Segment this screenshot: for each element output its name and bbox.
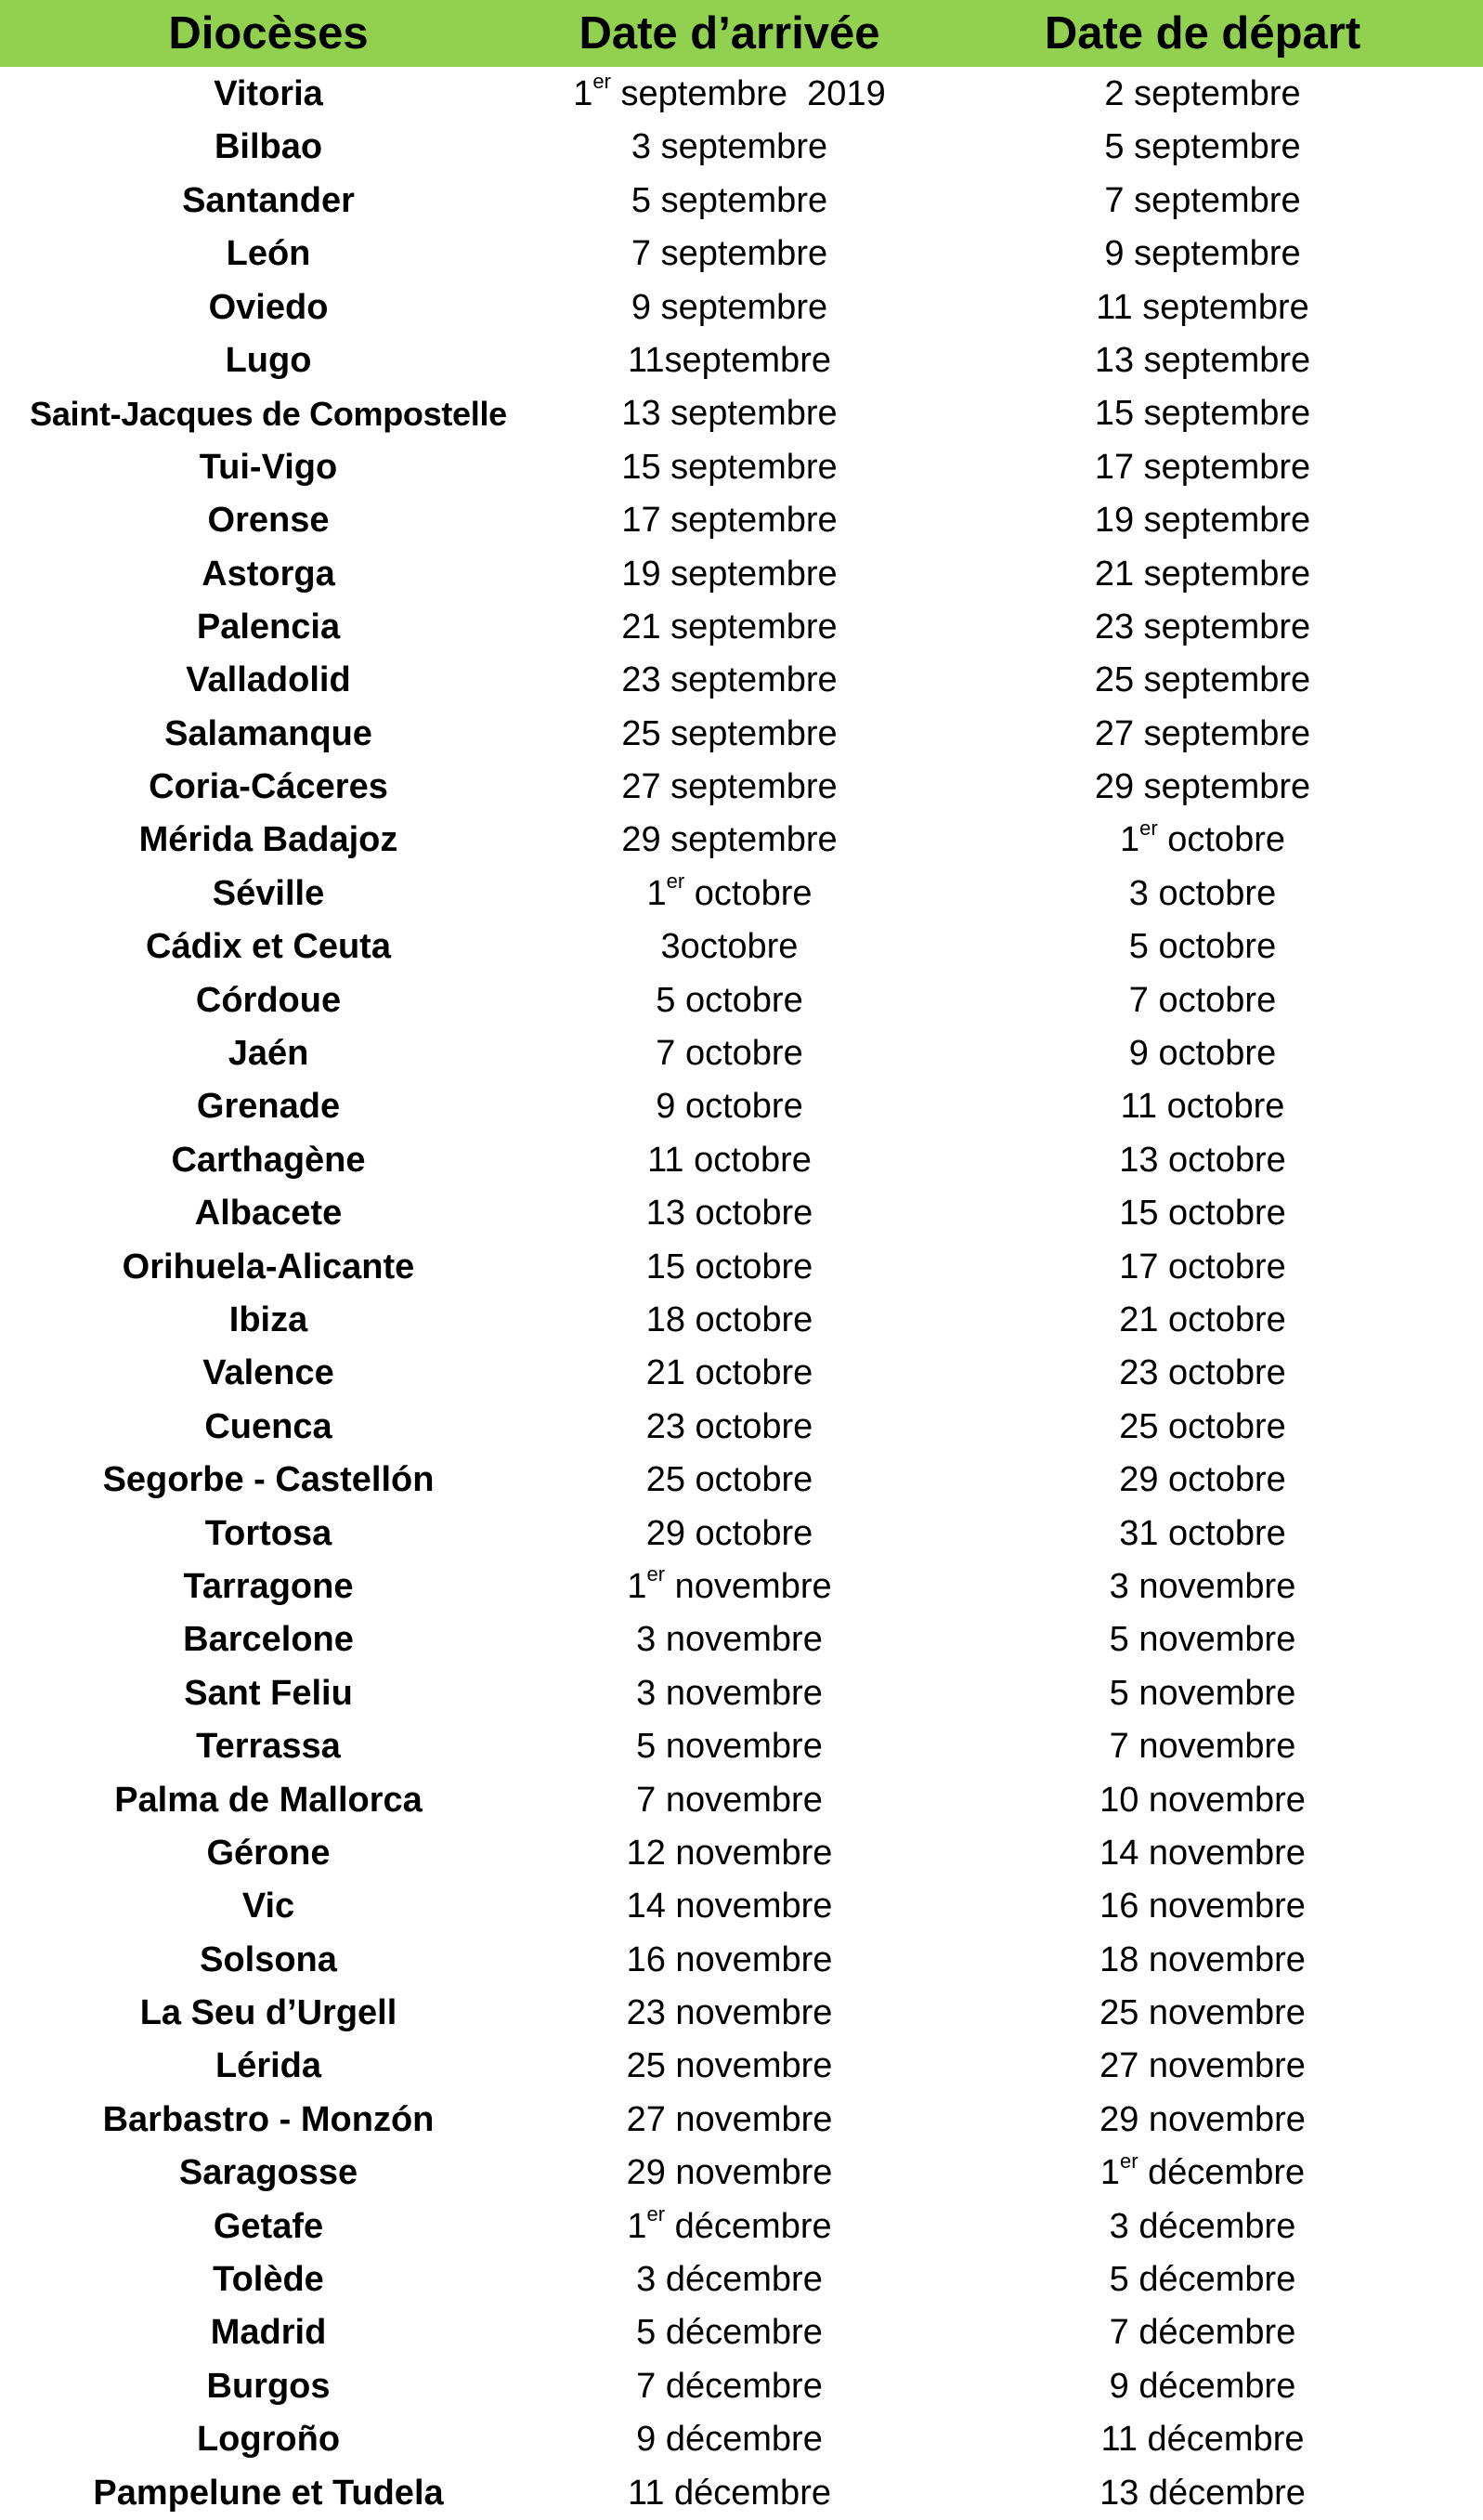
table-row [0,2413,1483,2466]
table-row [0,868,1483,921]
arrival-date-cell: 3 décembre [636,2260,823,2300]
table-row [0,1347,1483,1400]
departure-date-cell: 23 septembre [1094,607,1311,646]
diocese-cell: Cádix et Ceuta [146,927,391,967]
diocese-cell: Segorbe - Castellón [102,1460,435,1500]
diocese-cell: Albacete [194,1194,343,1234]
departure-date-cell: 5 novembre [1109,1673,1296,1713]
diocese-cell: Oviedo [208,287,329,327]
arrival-date-cell: 23 octobre [645,1406,813,1446]
diocese-cell: Vic [241,1887,295,1926]
table-row [0,2306,1483,2359]
header-departure-date: Date de départ [1044,8,1361,59]
diocese-cell: Sant Feliu [184,1673,353,1713]
diocese-cell: Orihuela-Alicante [122,1247,415,1286]
departure-date-cell: 7 septembre [1104,180,1301,220]
diocese-cell: Saint-Jacques de Compostelle [30,395,507,434]
arrival-date-cell: 19 septembre [621,554,838,594]
table-row [0,1294,1483,1347]
departure-date-cell: 9 décembre [1109,2366,1296,2406]
departure-date-cell: 31 octobre [1119,1513,1286,1553]
arrival-date-cell: 27 novembre [626,2099,833,2139]
table-row [0,1134,1483,1187]
diocese-cell: Orense [207,501,330,541]
table-row [0,601,1483,654]
diocese-cell: Tui-Vigo [199,447,338,487]
diocese-cell: Carthagène [171,1140,366,1180]
table-row [0,1720,1483,1773]
diocese-cell: Astorga [202,554,335,594]
diocese-cell: León [226,234,311,274]
table-row [0,2147,1483,2200]
table-row [0,708,1483,761]
departure-date-cell: 17 octobre [1119,1247,1286,1286]
table-row [0,548,1483,601]
table-row [0,2253,1483,2306]
table-row [0,2040,1483,2093]
departure-date-cell: 21 octobre [1119,1299,1286,1339]
table-row [0,2467,1483,2520]
diocese-cell: Terrassa [196,1727,341,1767]
table-row [0,1241,1483,1294]
diocese-cell: Palma de Mallorca [114,1780,423,1820]
arrival-date-cell: 1er octobre [646,869,813,913]
table-row [0,494,1483,547]
departure-date-cell: 19 septembre [1094,501,1311,541]
diocese-cell: Córdoue [195,980,342,1020]
table-row [0,1934,1483,1987]
diocese-cell: Barcelone [183,1620,354,1660]
table-row [0,1187,1483,1240]
departure-date-cell: 5 septembre [1104,127,1301,167]
arrival-date-cell: 15 octobre [645,1247,813,1286]
diocese-cell: Santander [182,180,355,220]
diocese-cell: La Seu d’Urgell [139,1993,397,2033]
departure-date-cell: 23 octobre [1119,1353,1286,1393]
diocese-cell: Pampelune et Tudela [93,2473,444,2513]
departure-date-cell: 25 novembre [1099,1993,1306,2033]
departure-date-cell: 29 novembre [1099,2099,1306,2139]
arrival-date-cell: 16 novembre [626,1939,833,1979]
arrival-date-cell: 1er décembre [627,2201,832,2246]
table-row [0,1827,1483,1880]
arrival-date-cell: 9 septembre [631,287,828,327]
arrival-date-cell: 27 septembre [621,767,838,807]
table-row [0,175,1483,228]
diocese-cell: Palencia [196,607,341,646]
arrival-date-cell: 3 novembre [636,1620,823,1660]
departure-date-cell: 13 décembre [1099,2473,1306,2513]
diocese-cell: Lugo [225,340,312,380]
table-row [0,814,1483,867]
table-row [0,441,1483,494]
table-row [0,1880,1483,1933]
departure-date-cell: 3 novembre [1109,1566,1296,1606]
diocese-cell: Burgos [206,2366,331,2406]
diocese-cell: Saragosse [178,2153,358,2193]
table-row [0,1560,1483,1613]
diocese-cell: Getafe [213,2206,324,2246]
table-row [0,1508,1483,1560]
departure-date-cell: 15 octobre [1119,1194,1286,1234]
arrival-date-cell: 3 septembre [631,127,828,167]
arrival-date-cell: 29 novembre [626,2153,833,2193]
departure-date-cell: 18 novembre [1099,1939,1306,1979]
diocese-cell: Valence [202,1353,334,1393]
arrival-date-cell: 23 septembre [621,660,838,700]
arrival-date-cell: 1er septembre 2019 [573,70,886,113]
table-row [0,921,1483,973]
departure-date-cell: 25 octobre [1119,1406,1286,1446]
table-row [0,281,1483,334]
departure-date-cell: 5 novembre [1109,1620,1296,1660]
table-row [0,228,1483,281]
departure-date-cell: 25 septembre [1094,660,1311,700]
arrival-date-cell: 23 novembre [626,1993,833,2033]
diocese-cell: Logroño [196,2420,341,2460]
departure-date-cell: 11 septembre [1096,287,1309,327]
departure-date-cell: 11 décembre [1100,2420,1305,2460]
table-row [0,761,1483,814]
departure-date-cell: 7 novembre [1109,1727,1296,1767]
departure-date-cell: 10 novembre [1099,1780,1306,1820]
arrival-date-cell: 11 octobre [647,1140,812,1180]
schedule-table-body [0,68,1483,2520]
diocese-cell: Solsona [200,1939,337,1979]
arrival-date-cell: 5 septembre [631,180,828,220]
departure-date-cell: 13 septembre [1094,340,1311,380]
table-row [0,2360,1483,2413]
table-row [0,1774,1483,1827]
diocese-cell: Barbastro - Monzón [102,2099,435,2139]
table-row [0,654,1483,707]
departure-date-cell: 14 novembre [1099,1833,1306,1873]
header-arrival-date: Date d’arrivée [579,8,880,59]
table-row [0,1613,1483,1666]
diocese-cell: Salamanque [164,713,372,753]
diocese-cell: Ibiza [228,1299,308,1339]
arrival-date-cell: 3 novembre [636,1673,823,1713]
diocese-cell: Cuenca [204,1406,332,1446]
diocese-cell: Coria-Cáceres [149,767,388,807]
diocese-cell: Grenade [196,1087,341,1127]
arrival-date-cell: 5 octobre [656,980,803,1020]
departure-date-cell: 2 septembre [1104,74,1301,113]
table-header [0,0,1483,67]
diocese-cell: Mérida Badajoz [138,820,398,860]
diocese-cell: Tarragone [183,1566,354,1606]
diocese-cell: Lérida [215,2046,322,2086]
departure-date-cell: 29 octobre [1119,1460,1286,1500]
arrival-date-cell: 11 décembre [628,2473,831,2513]
arrival-date-cell: 13 septembre [621,394,838,434]
diocese-cell: Vitoria [214,74,323,113]
arrival-date-cell: 9 octobre [656,1087,803,1127]
table-row [0,974,1483,1027]
arrival-date-cell: 18 octobre [645,1299,813,1339]
diocese-cell: Valladolid [186,660,351,700]
arrival-date-cell: 14 novembre [626,1887,833,1926]
arrival-date-cell: 5 novembre [636,1727,823,1767]
arrival-date-cell: 13 octobre [645,1194,813,1234]
diocese-cell: Tortosa [204,1513,332,1553]
arrival-date-cell: 29 octobre [645,1513,813,1553]
departure-date-cell: 16 novembre [1099,1887,1306,1926]
departure-date-cell: 7 décembre [1109,2313,1296,2353]
arrival-date-cell: 25 novembre [626,2046,833,2086]
header-diocese: Diocèses [168,8,369,59]
table-row [0,1080,1483,1133]
table-row [0,68,1483,121]
arrival-date-cell: 7 septembre [631,234,828,274]
departure-date-cell: 1er décembre [1099,2148,1306,2193]
departure-date-cell: 5 octobre [1128,927,1277,967]
table-row [0,334,1483,387]
diocese-cell: Jaén [228,1034,309,1074]
arrival-date-cell: 21 octobre [645,1353,813,1393]
arrival-date-cell: 9 décembre [636,2420,823,2460]
diocese-cell: Tolède [213,2260,324,2300]
arrival-date-cell: 3octobre [660,927,799,967]
departure-date-cell: 17 septembre [1094,447,1311,487]
arrival-date-cell: 5 décembre [636,2313,823,2353]
arrival-date-cell: 7 novembre [636,1780,823,1820]
departure-date-cell: 1er octobre [1119,816,1285,860]
arrival-date-cell: 29 septembre [621,820,838,860]
departure-date-cell: 9 octobre [1128,1034,1277,1074]
arrival-date-cell: 15 septembre [621,447,838,487]
diocese-cell: Madrid [210,2313,327,2353]
arrival-date-cell: 11septembre [628,340,831,380]
arrival-date-cell: 7 octobre [656,1034,803,1074]
departure-date-cell: 3 octobre [1128,873,1277,913]
departure-date-cell: 21 septembre [1094,554,1311,594]
arrival-date-cell: 1er novembre [627,1562,832,1606]
departure-date-cell: 7 octobre [1128,980,1277,1020]
arrival-date-cell: 25 octobre [645,1460,813,1500]
table-row [0,1027,1483,1080]
table-row [0,121,1483,174]
departure-date-cell: 27 septembre [1094,713,1311,753]
diocese-cell: Séville [212,873,325,913]
table-row [0,1667,1483,1720]
departure-date-cell: 15 septembre [1094,394,1311,434]
table-row [0,2094,1483,2147]
table-row [0,2200,1483,2253]
table-row [0,1401,1483,1454]
diocese-cell: Bilbao [214,127,323,167]
departure-date-cell: 29 septembre [1094,767,1311,807]
arrival-date-cell: 25 septembre [621,713,838,753]
departure-date-cell: 11 octobre [1120,1087,1285,1127]
arrival-date-cell: 21 septembre [621,607,838,646]
diocese-cell: Gérone [206,1833,331,1873]
table-row [0,387,1483,440]
departure-date-cell: 9 septembre [1104,234,1301,274]
arrival-date-cell: 7 décembre [636,2366,823,2406]
table-row [0,1987,1483,2040]
departure-date-cell: 13 octobre [1119,1140,1286,1180]
arrival-date-cell: 12 novembre [626,1833,833,1873]
departure-date-cell: 27 novembre [1099,2046,1306,2086]
table-row [0,1454,1483,1507]
departure-date-cell: 3 décembre [1109,2206,1296,2246]
arrival-date-cell: 17 septembre [621,501,838,541]
departure-date-cell: 5 décembre [1109,2260,1296,2300]
